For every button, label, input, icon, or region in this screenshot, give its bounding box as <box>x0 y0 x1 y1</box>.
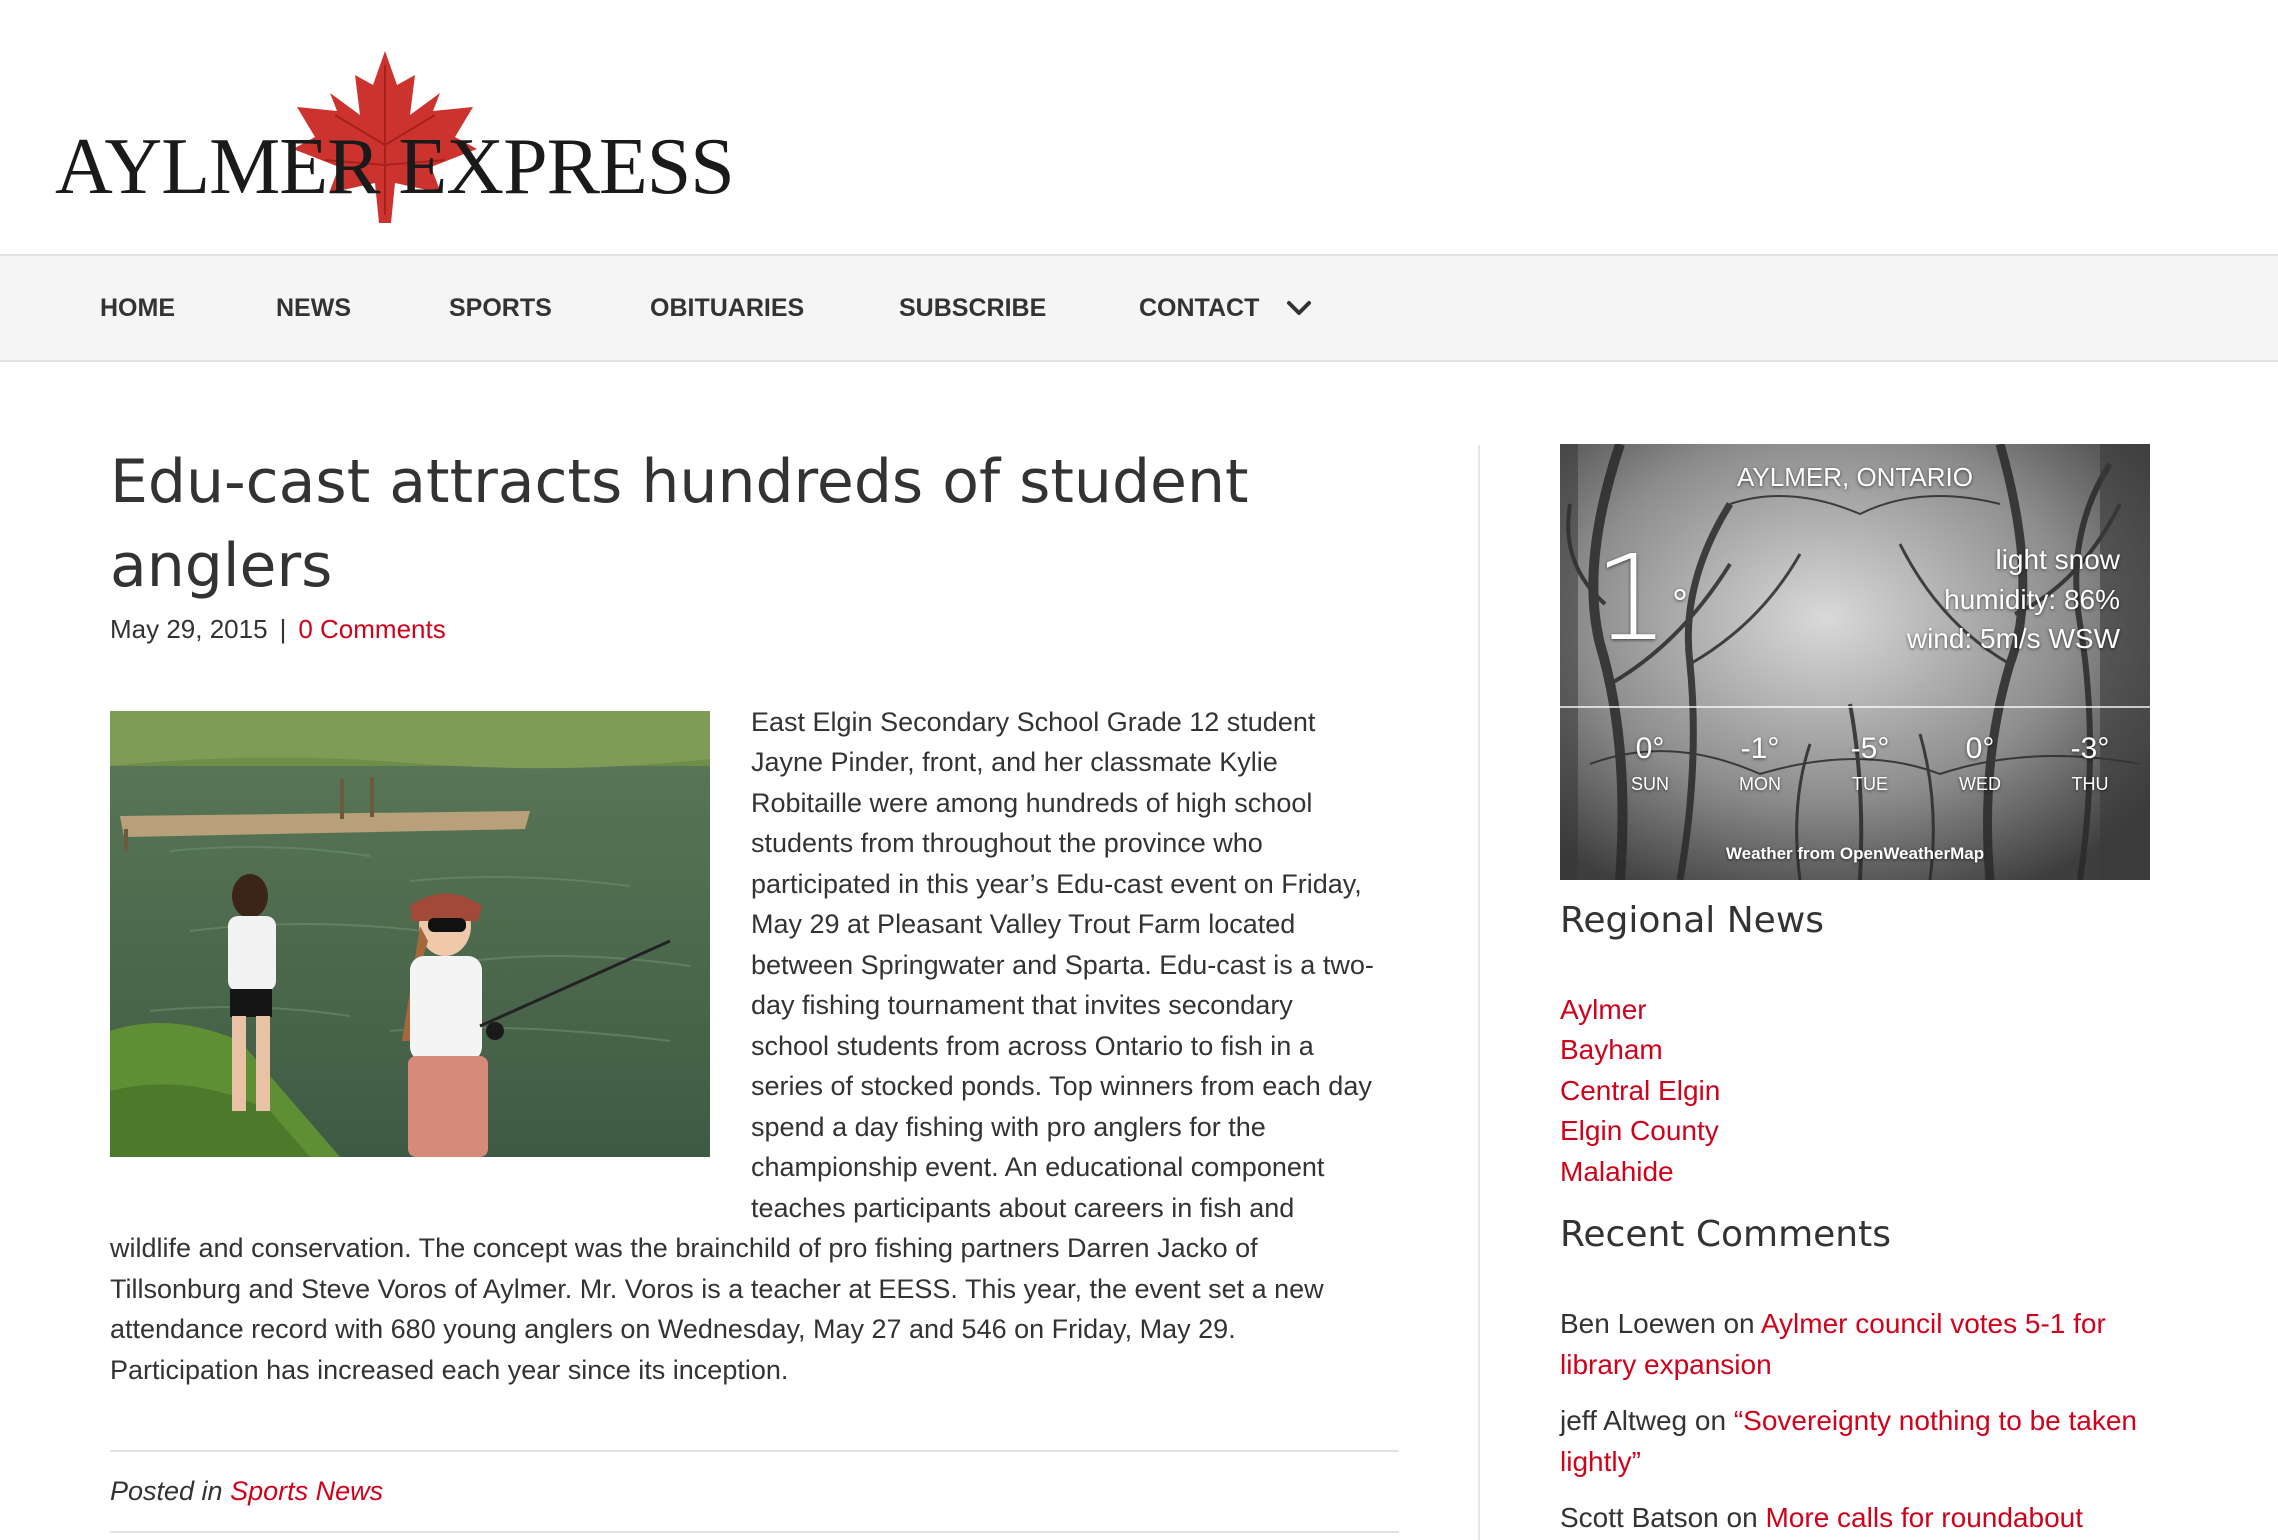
comment-author: Ben Loewen <box>1560 1308 1716 1339</box>
body-line: May 29 at Pleasant Valley Trout Farm located <box>751 909 1296 939</box>
body-line: championship event. An educational component <box>751 1152 1325 1182</box>
nav-subscribe[interactable]: SUBSCRIBE <box>899 294 1047 322</box>
divider <box>110 1531 1399 1533</box>
comment-post-link-cont[interactable]: library expansion <box>1560 1349 1772 1380</box>
body-line: day fishing tournament that invites secondary <box>751 990 1293 1020</box>
comment-on: on <box>1723 1308 1755 1339</box>
comment-author: Scott Batson <box>1560 1502 1719 1533</box>
forecast-day: WED <box>1959 774 2001 794</box>
regional-link-elgin-county[interactable]: Elgin County <box>1560 1115 1719 1146</box>
posted-in <box>110 1476 383 1507</box>
comment-post-link[interactable]: More calls for roundabout <box>1765 1502 2083 1533</box>
body-line: school students from across Ontario to fish in a <box>751 1031 1314 1061</box>
site-logo[interactable] <box>55 45 734 225</box>
comment-author: jeff Altweg <box>1560 1405 1688 1436</box>
weather-humidity: humidity: 86% <box>1944 584 2120 615</box>
comment-post-link-cont[interactable]: lightly” <box>1560 1446 1641 1477</box>
recent-comments-heading: Recent Comments <box>1560 1214 1891 1255</box>
weather-credit-link[interactable]: Weather from OpenWeatherMap <box>1725 844 1985 863</box>
forecast-day: SUN <box>1630 774 1669 794</box>
nav-obituaries[interactable]: OBITUARIES <box>650 294 805 322</box>
recent-comment <box>1560 1303 2106 1385</box>
logo-text: AYLMER EXPRESS <box>55 123 734 211</box>
body-line: series of stocked ponds. Top winners from each day <box>751 1071 1372 1101</box>
body-line: Robitaille were among hundreds of high school <box>751 788 1313 818</box>
weather-degree-symbol: ° <box>1672 582 1688 626</box>
article-photo <box>110 711 710 1157</box>
body-line: Tillsonburg and Steve Voros of Aylmer. Mr. Voros is a teacher at EESS. This year, the event set a new <box>110 1274 1324 1304</box>
recent-comment <box>1560 1400 2137 1482</box>
weather-divider <box>1560 706 2150 708</box>
forecast-temp: 0° <box>1635 732 1665 765</box>
body-line: spend a day fishing with pro anglers for the <box>751 1112 1266 1142</box>
weather-widget <box>1560 444 2150 880</box>
forecast-temp: -5° <box>1850 732 1890 765</box>
comment-post-link[interactable]: “Sovereignty nothing to be taken <box>1733 1405 2137 1436</box>
divider <box>110 1450 1399 1452</box>
main-nav <box>0 254 2278 362</box>
body-line: students from throughout the province who <box>751 828 1263 858</box>
forecast-day: THU <box>2071 774 2109 794</box>
site-header <box>0 0 2278 254</box>
nav-sports[interactable]: SPORTS <box>449 294 552 322</box>
forecast-temp: 0° <box>1965 732 1995 765</box>
category-link[interactable]: Sports News <box>230 1476 384 1506</box>
chevron-down-icon[interactable] <box>1283 292 1315 324</box>
weather-location: AYLMER, ONTARIO <box>1737 462 1973 492</box>
article-date: May 29, 2015 <box>110 614 268 644</box>
column-separator <box>1478 445 1480 1540</box>
recent-comment <box>1560 1497 2083 1538</box>
article-meta <box>110 614 446 645</box>
body-line: participated in this year’s Edu-cast event on Friday, <box>751 869 1362 899</box>
meta-separator: | <box>279 614 287 644</box>
comments-link[interactable]: 0 Comments <box>298 614 446 644</box>
weather-wind: wind: 5m/s WSW <box>1906 623 2120 654</box>
body-line: between Springwater and Sparta. Edu-cast is a two- <box>751 950 1374 980</box>
comment-on: on <box>1694 1405 1727 1436</box>
body-line: East Elgin Secondary School Grade 12 student <box>751 707 1316 737</box>
regional-link-bayham[interactable]: Bayham <box>1560 1034 1663 1065</box>
body-line: Participation has increased each year since its inception. <box>110 1355 789 1385</box>
forecast-day: MON <box>1739 774 1781 794</box>
fishing-photo-image <box>110 711 710 1157</box>
forecast-day: TUE <box>1852 774 1888 794</box>
weather-current-temp: 1 <box>1594 529 1670 667</box>
forecast-temp: -3° <box>2070 732 2110 765</box>
article-title <box>110 440 1360 608</box>
forecast-temp: -1° <box>1740 732 1780 765</box>
article-title-line-1: Edu-cast attracts hundreds of student <box>110 447 1249 517</box>
regional-link-aylmer[interactable]: Aylmer <box>1560 994 1647 1025</box>
comment-post-link[interactable]: Aylmer council votes 5-1 for <box>1760 1308 2106 1339</box>
body-line: Jayne Pinder, front, and her classmate Kylie <box>751 747 1278 777</box>
body-line: wildlife and conservation. The concept was the brainchild of pro fishing partners Darren Jacko of <box>110 1233 1258 1263</box>
body-line: attendance record with 680 young anglers on Wednesday, May 27 and 546 on Friday, May 29. <box>110 1314 1236 1344</box>
regional-link-malahide[interactable]: Malahide <box>1560 1156 1674 1187</box>
body-line: teaches participants about careers in fish and <box>751 1193 1295 1223</box>
regional-news-heading: Regional News <box>1560 900 1825 941</box>
article-title-line-2: anglers <box>110 531 333 601</box>
nav-home[interactable]: HOME <box>100 294 175 322</box>
posted-in-label: Posted in <box>110 1476 223 1506</box>
nav-contact[interactable]: CONTACT <box>1139 294 1260 322</box>
weather-condition: light snow <box>1995 544 2120 575</box>
comment-on: on <box>1726 1502 1758 1533</box>
nav-news[interactable]: NEWS <box>276 294 351 322</box>
regional-link-central-elgin[interactable]: Central Elgin <box>1560 1075 1721 1106</box>
